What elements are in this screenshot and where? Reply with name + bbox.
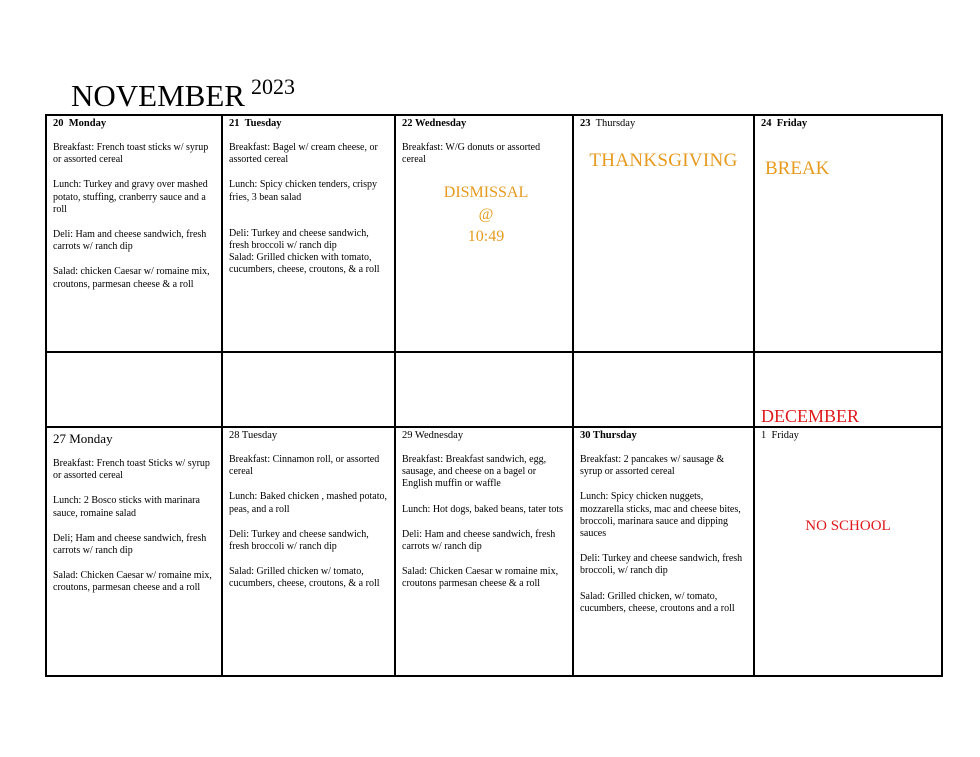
day-cell-nov-21 xyxy=(222,115,395,352)
day-header: 24 Friday xyxy=(761,118,808,129)
breakfast-item: Breakfast: French toast Sticks w/ syrup or assorted cereal xyxy=(53,458,210,482)
breakfast-item: Breakfast: Bagel w/ cream cheese, or assorted cereal xyxy=(229,142,378,166)
breakfast-item: Breakfast: Breakfast sandwich, egg, sausage, and cheese on a bagel or English muffin or waffle xyxy=(402,454,547,490)
day-header: 22 Wednesday xyxy=(402,118,467,129)
deli-item: Deli: Turkey and cheese sandwich, fresh broccoli w/ ranch dip xyxy=(229,227,369,252)
calendar-grid xyxy=(45,114,943,677)
deli-item: Deli: Turkey and cheese sandwich, fresh broccoli w/ ranch dip xyxy=(229,528,369,553)
month-label-cell xyxy=(754,352,942,427)
day-cell-nov-30 xyxy=(573,427,754,676)
deli-item: Deli: Ham and cheese sandwich, fresh carrots w/ ranch dip xyxy=(53,229,207,253)
empty-cell xyxy=(46,352,222,427)
page-title xyxy=(71,74,295,117)
day-header: 21 Tuesday xyxy=(229,118,282,129)
day-header: 30 Thursday xyxy=(580,430,637,441)
lunch-item: Lunch: 2 Bosco sticks with marinara sauce, romaine salad xyxy=(53,495,200,519)
day-cell-dec-1 xyxy=(754,427,942,676)
salad-item: Salad: Grilled chicken w/ tomato, cucumbers, cheese, croutons, & a roll xyxy=(229,566,380,590)
lunch-item: Lunch: Spicy chicken tenders, crispy fries, 3 bean salad xyxy=(229,179,378,203)
salad-item: Salad: chicken Caesar w/ romaine mix, croutons, parmesan cheese & a roll xyxy=(53,266,210,290)
breakfast-item: Breakfast: 2 pancakes w/ sausage & syrup or assorted cereal xyxy=(580,454,725,478)
breakfast-item: Breakfast: Cinnamon roll, or assorted cereal xyxy=(229,454,380,478)
day-header: 28 Tuesday xyxy=(229,430,278,441)
holiday-label: BREAK xyxy=(765,158,830,179)
lunch-item: Lunch: Turkey and gravy over mashed potato, stuffing, cranberry sauce and a roll xyxy=(53,179,208,215)
salad-item: Salad: Grilled chicken with tomato, cucumbers, cheese, croutons, & a roll xyxy=(229,252,380,276)
deli-item: Deli: Turkey and cheese sandwich, fresh broccoli, w/ ranch dip xyxy=(580,553,743,577)
week-row-2 xyxy=(46,427,942,676)
breakfast-item: Breakfast: French toast sticks w/ syrup or assorted cereal xyxy=(53,142,209,166)
spacer-row xyxy=(46,352,942,427)
day-cell-nov-20 xyxy=(46,115,222,352)
salad-item: Salad: Chicken Caesar w romaine mix, croutons parmesan cheese & a roll xyxy=(402,566,559,590)
no-school-label: NO SCHOOL xyxy=(805,518,891,534)
day-cell-nov-27 xyxy=(46,427,222,676)
day-cell-nov-22 xyxy=(395,115,573,352)
holiday-label: THANKSGIVING xyxy=(589,150,738,171)
salad-item: Salad: Grilled chicken, w/ tomato, cucumbers, cheese, croutons and a roll xyxy=(580,590,735,614)
year-title: 2023 xyxy=(250,74,295,99)
salad-item: Salad: Chicken Caesar w/ romaine mix, croutons, parmesan cheese and a roll xyxy=(53,570,212,594)
lunch-item: Lunch: Hot dogs, baked beans, tater tots xyxy=(402,503,564,515)
empty-cell xyxy=(395,352,573,427)
month-title: NOVEMBER xyxy=(71,78,245,113)
deli-item: Deli: Ham and cheese sandwich, fresh carrots w/ ranch dip xyxy=(402,528,556,553)
day-header: 20 Monday xyxy=(53,118,107,129)
empty-cell xyxy=(222,352,395,427)
lunch-item: Lunch: Baked chicken , mashed potato, peas, and a roll xyxy=(229,491,388,515)
day-cell-nov-29 xyxy=(395,427,573,676)
day-header: 29 Wednesday xyxy=(402,430,464,441)
day-cell-nov-28 xyxy=(222,427,395,676)
deli-item: Deli; Ham and cheese sandwich, fresh carrots w/ ranch dip xyxy=(53,532,207,557)
early-dismissal-notice: DISMISSAL @ 10:49 xyxy=(443,184,529,246)
december-label: DECEMBER xyxy=(761,406,860,426)
day-cell-nov-24 xyxy=(754,115,942,352)
breakfast-item: Breakfast: W/G donuts or assorted cereal xyxy=(402,142,541,166)
day-header: 1 Friday xyxy=(761,430,799,441)
empty-cell xyxy=(573,352,754,427)
lunch-item: Lunch: Spicy chicken nuggets, mozzarella sticks, mac and cheese bites, broccoli, marinara sauce and dipping sauces xyxy=(580,491,741,540)
day-header: 27 Monday xyxy=(53,431,113,446)
week-row-1 xyxy=(46,115,942,352)
day-header: 23 Thursday xyxy=(580,118,636,129)
day-cell-nov-23 xyxy=(573,115,754,352)
